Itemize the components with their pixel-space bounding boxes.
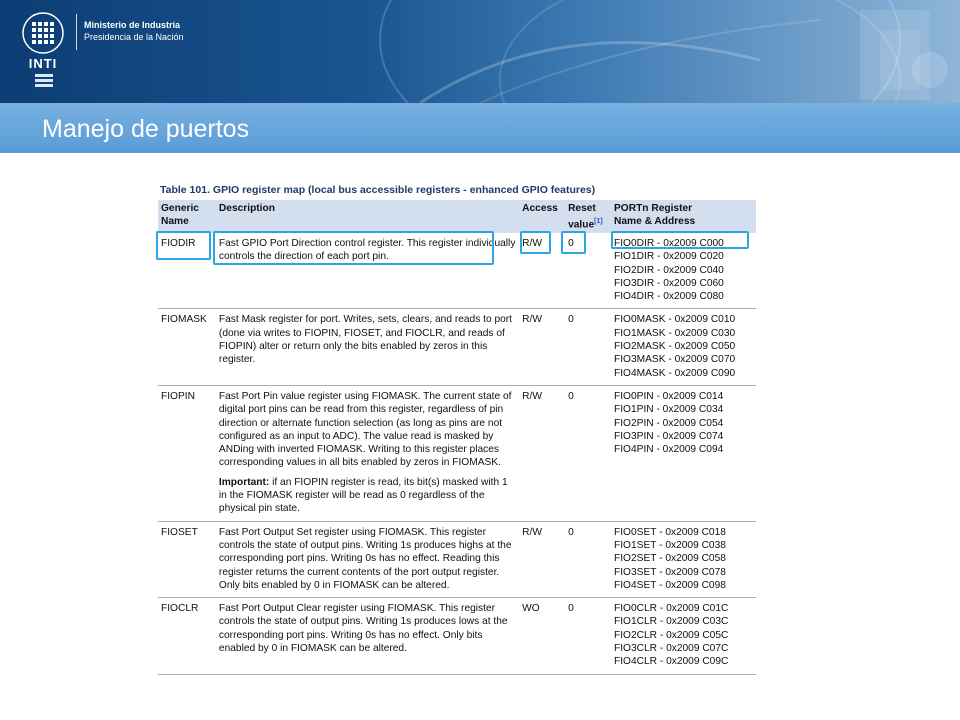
header-banner (0, 0, 960, 103)
address-line: FIO2PIN - 0x2009 C054 (614, 417, 724, 429)
register-reset: 0 (565, 233, 611, 309)
important-note (219, 476, 516, 516)
register-description: Fast Port Output Clear register using FIOMASK. This register controls the state of output pins. Writing 1s produces lows at the corresponding port pins. Writing 0s has no effect. Only bits enabled by 0 in FIOMASK can be altered. (216, 598, 519, 674)
header-port-register: PORTn Register Name & Address (611, 200, 756, 233)
gpio-register-table (158, 200, 756, 675)
page-title: Manejo de puertos (42, 115, 250, 143)
table-row (158, 385, 756, 521)
address-line: FIO2MASK - 0x2009 C050 (614, 341, 736, 353)
logo-bars (35, 74, 53, 88)
banner-decoration (0, 0, 960, 103)
register-access: R/W (519, 233, 565, 309)
address-line: FIO3PIN - 0x2009 C074 (614, 430, 724, 442)
register-addresses (611, 309, 756, 385)
note-label: Important: (218, 476, 270, 488)
address-line: FIO4MASK - 0x2009 C090 (614, 367, 736, 379)
address-line: FIO2SET - 0x2009 C058 (614, 553, 726, 565)
register-name: FIOSET (158, 521, 216, 597)
highlight-box-access (520, 231, 551, 254)
address-line: FIO3CLR - 0x2009 C07C (614, 643, 729, 654)
header-generic-name: Generic Name (158, 200, 216, 233)
highlight-box-description (213, 231, 494, 265)
register-access: WO (519, 598, 565, 674)
note-text: if an FIOPIN register is read, its bit(s) masked with 1 in the FIOMASK register will be read as 0 regardless of the physical pin state. (218, 476, 508, 515)
register-addresses (611, 598, 756, 674)
table-row (158, 598, 756, 674)
header-reset-value: Reset value[1] (565, 200, 611, 233)
register-description: Fast GPIO Port Direction control register. This register individually controls the direction of each port pin. (216, 233, 519, 309)
ministry-line-1: Ministerio de Industria (84, 20, 181, 30)
header-access: Access (519, 200, 565, 233)
register-description: Fast Port Output Set register using FIOMASK. This register controls the state of output pins. Writing 1s produces highs at the corresponding port pins. Writing 0s has no effect. Reading this register returns the current contents of the port output register. Only bits enabled by 0 in FIOMASK can be altered. (216, 521, 519, 597)
register-name: FIOMASK (158, 309, 216, 385)
table-header-row (158, 200, 756, 233)
address-line: FIO3DIR - 0x2009 C060 (614, 277, 724, 289)
ministry-text (84, 19, 184, 43)
register-access: R/W (519, 521, 565, 597)
ministry-line-2: Presidencia de la Nación (84, 32, 184, 42)
table-row (158, 521, 756, 597)
highlight-box-reset (561, 231, 586, 254)
address-line: FIO4DIR - 0x2009 C080 (614, 291, 724, 303)
address-line: FIO1CLR - 0x2009 C03C (614, 616, 729, 628)
register-addresses (611, 385, 756, 521)
address-line: FIO1PIN - 0x2009 C034 (614, 404, 724, 416)
address-line: FIO3MASK - 0x2009 C070 (614, 354, 736, 366)
highlight-box-address (611, 231, 749, 249)
register-reset: 0 (565, 598, 611, 674)
table-row (158, 309, 756, 385)
address-line: FIO0DIR - 0x2009 C000 (614, 237, 724, 249)
footnote-ref-link[interactable]: [1] (594, 218, 603, 226)
register-reset: 0 (565, 309, 611, 385)
table-caption: Table 101. GPIO register map (local bus accessible registers - enhanced GPIO features) (160, 184, 596, 196)
highlight-box-name (156, 231, 211, 260)
register-reset: 0 (565, 521, 611, 597)
address-line: FIO1SET - 0x2009 C038 (614, 539, 726, 551)
address-line: FIO1DIR - 0x2009 C020 (614, 251, 724, 263)
header-divider (76, 14, 77, 50)
register-description (216, 385, 519, 521)
description-text: Fast Port Pin value register using FIOMASK. The current state of digital port pins can be read from this register, regardless of pin direction or alternate function selection (as long as pins are not configured as an input to ADC). The value read is masked by ANDing with inverted FIOMASK. Writing to this register places corresponding values in all bits enabled by zeros in FIOMASK. (218, 390, 512, 469)
register-access: R/W (519, 309, 565, 385)
address-line: FIO0PIN - 0x2009 C014 (614, 390, 724, 402)
address-line: FIO1MASK - 0x2009 C030 (614, 327, 736, 339)
register-description: Fast Mask register for port. Writes, sets, clears, and reads to port (done via writes to FIOPIN, FIOSET, and FIOCLR, and reads of FIOPIN) alter or return only the bits enabled by zeros in this register. (216, 309, 519, 385)
inti-logo-icon (22, 12, 64, 54)
address-line: FIO0SET - 0x2009 C018 (614, 526, 726, 538)
address-line: FIO4CLR - 0x2009 C09C (614, 656, 729, 668)
address-line: FIO4PIN - 0x2009 C094 (614, 444, 724, 456)
address-line: FIO4SET - 0x2009 C098 (614, 579, 726, 591)
register-name: FIODIR (158, 233, 216, 309)
address-line: FIO2CLR - 0x2009 C05C (614, 629, 729, 641)
address-line: FIO2DIR - 0x2009 C040 (614, 264, 724, 276)
address-line: FIO0CLR - 0x2009 C01C (614, 603, 729, 615)
register-reset: 0 (565, 385, 611, 521)
org-short-name: INTI (28, 56, 58, 71)
register-addresses (611, 521, 756, 597)
header-description: Description (216, 200, 519, 233)
address-line: FIO0MASK - 0x2009 C010 (614, 314, 736, 326)
address-line: FIO3SET - 0x2009 C078 (614, 566, 726, 578)
register-name: FIOPIN (158, 385, 216, 521)
register-access: R/W (519, 385, 565, 521)
register-name: FIOCLR (158, 598, 216, 674)
